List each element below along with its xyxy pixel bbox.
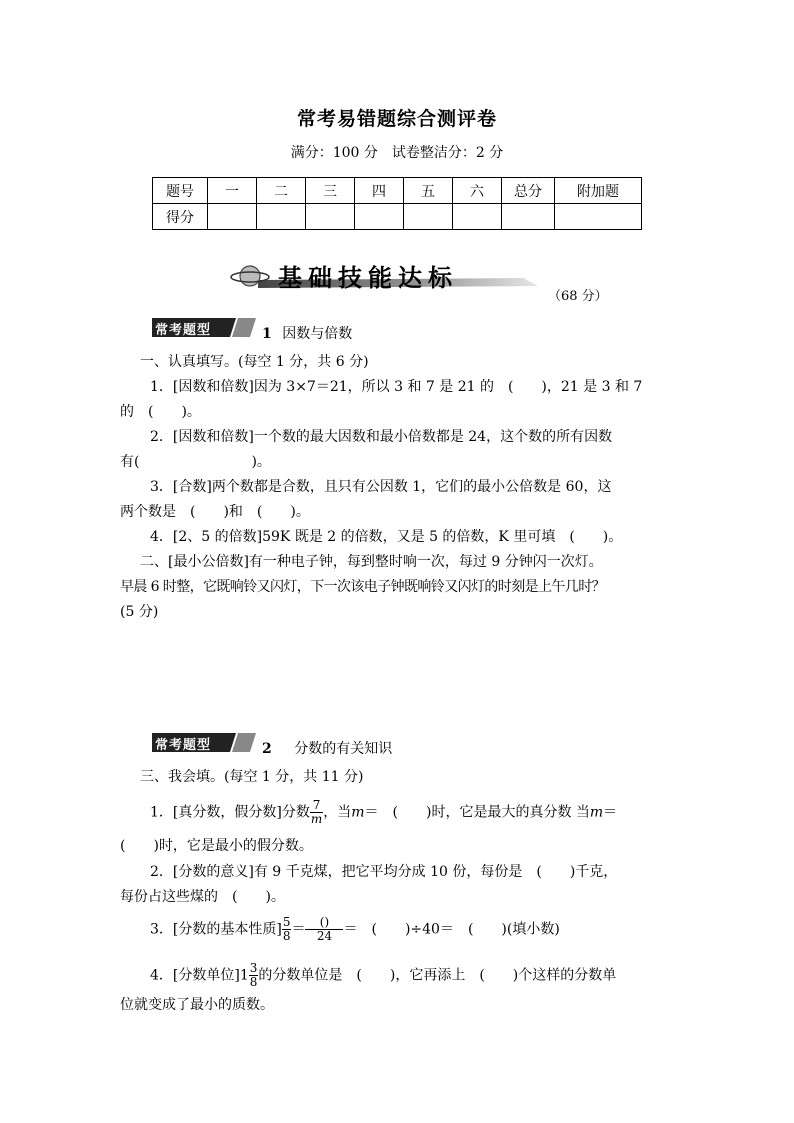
question-text: ( )时，它是最小的假分数。	[120, 838, 313, 854]
fraction-numerator: 7	[310, 799, 323, 813]
q4-prefix: 4．[分数单位]1	[150, 967, 249, 984]
score-cell: 六	[453, 178, 502, 204]
score-cell: 五	[404, 178, 453, 204]
section1-heading	[262, 323, 352, 343]
question-text: (5 分)	[120, 604, 159, 620]
section1-tag-label: 常考题型	[155, 323, 212, 338]
equals-sign: ＝	[291, 921, 306, 938]
score-input-cell[interactable]	[502, 204, 555, 230]
q3-suffix: ＝ ( )÷40＝ ( )(填小数)	[343, 921, 560, 938]
question-text: 早晨 6 时整，它既响铃又闪灯，下一次该电子钟既响铃又闪灯的时刻是上午几时？	[120, 579, 606, 595]
score-cell: 总分	[502, 178, 555, 204]
question-text: 位就变成了最小的质数。	[120, 997, 274, 1013]
question-text	[150, 916, 560, 943]
question-text: 有( )。	[120, 454, 271, 470]
score-table-score-row	[153, 204, 642, 230]
question-text	[150, 799, 617, 826]
fraction-denominator: 24	[316, 929, 333, 943]
fraction	[249, 962, 259, 989]
question-text: 4．[2、5 的倍数]59K 既是 2 的倍数，又是 5 的倍数，K 里可填 ( )。	[150, 529, 623, 545]
question-text: 3．[合数]两个数都是合数，且只有公因数 1，它们的最小公倍数是 60，这	[150, 479, 612, 495]
banner-points: （68 分）	[548, 289, 608, 304]
q3-prefix: 3．[分数的基本性质]	[150, 921, 282, 938]
fraction-numerator: 5	[282, 915, 291, 929]
var-m: m	[589, 804, 604, 821]
banner-title: 基础技能达标	[278, 264, 458, 292]
score-input-cell[interactable]	[306, 204, 355, 230]
score-input-cell[interactable]	[555, 204, 642, 230]
fraction-numerator: ()	[305, 916, 343, 930]
question-text: 每份占这些煤的 ( )。	[120, 889, 285, 905]
fraction	[305, 916, 343, 943]
section1-topic: 因数与倍数	[282, 326, 353, 342]
section2-heading	[262, 738, 392, 758]
q1-suffix: ＝	[603, 804, 618, 821]
score-table	[152, 177, 642, 230]
score-cell: 一	[208, 178, 257, 204]
q1-prefix: 1．[真分数，假分数]分数	[150, 804, 310, 821]
score-table-header-row	[153, 178, 642, 204]
score-input-cell[interactable]	[355, 204, 404, 230]
fraction-denominator	[310, 813, 323, 826]
question-text: 的 ( )。	[120, 404, 201, 420]
question-text: 2．[因数和倍数]一个数的最大因数和最小倍数都是 24，这个数的所有因数	[150, 429, 613, 445]
page-subtitle: 满分：100 分 试卷整洁分：2 分	[290, 145, 504, 161]
q4-suffix: 的分数单位是 ( )，它再添上 ( )个这样的分数单	[258, 967, 617, 984]
question-text: 二、[最小公倍数]有一种电子钟，每到整时响一次，每过 9 分钟闪一次灯。	[140, 554, 603, 570]
question-text: 2．[分数的意义]有 9 千克煤，把它平均分成 10 份，每份是 ( )千克，	[150, 864, 618, 880]
fraction	[310, 799, 323, 826]
fraction-denominator: 8	[282, 929, 291, 943]
score-cell: 二	[257, 178, 306, 204]
score-cell: 三	[306, 178, 355, 204]
section2-tag-label: 常考题型	[155, 738, 212, 753]
score-cell: 附加题	[555, 178, 642, 204]
score-input-cell[interactable]	[404, 204, 453, 230]
score-input-cell[interactable]	[453, 204, 502, 230]
q1-mid: ＝ ( )时，它是最大的真分数 当	[364, 804, 590, 821]
question-text	[150, 962, 616, 989]
var-m: m	[310, 812, 323, 826]
part-three-heading: 三、我会填。(每空 1 分，共 11 分)	[140, 769, 364, 785]
section2-topic: 分数的有关知识	[294, 741, 393, 757]
score-cell: 得分	[153, 204, 208, 230]
section1-num: 1	[262, 326, 272, 342]
page-title: 常考易错题综合测评卷	[296, 108, 497, 130]
score-input-cell[interactable]	[257, 204, 306, 230]
fraction-numerator: 3	[249, 961, 258, 975]
section2-tag	[152, 733, 260, 752]
score-cell: 四	[355, 178, 404, 204]
fraction-denominator: 8	[249, 975, 258, 989]
part-one-heading: 一、认真填写。(每空 1 分，共 6 分)	[140, 354, 369, 370]
score-cell: 题号	[153, 178, 208, 204]
section1-tag	[152, 318, 260, 337]
var-m: m	[351, 804, 365, 821]
question-text: 两个数是 ( )和 ( )。	[120, 504, 310, 520]
section2-num: 2	[262, 741, 272, 757]
score-input-cell[interactable]	[208, 204, 257, 230]
question-text: 1．[因数和倍数]因为 3×7＝21，所以 3 和 7 是 21 的 ( )，21 是 3 和 7	[150, 379, 643, 395]
section-banner	[228, 256, 538, 294]
q1-mid: ，当	[323, 804, 352, 821]
